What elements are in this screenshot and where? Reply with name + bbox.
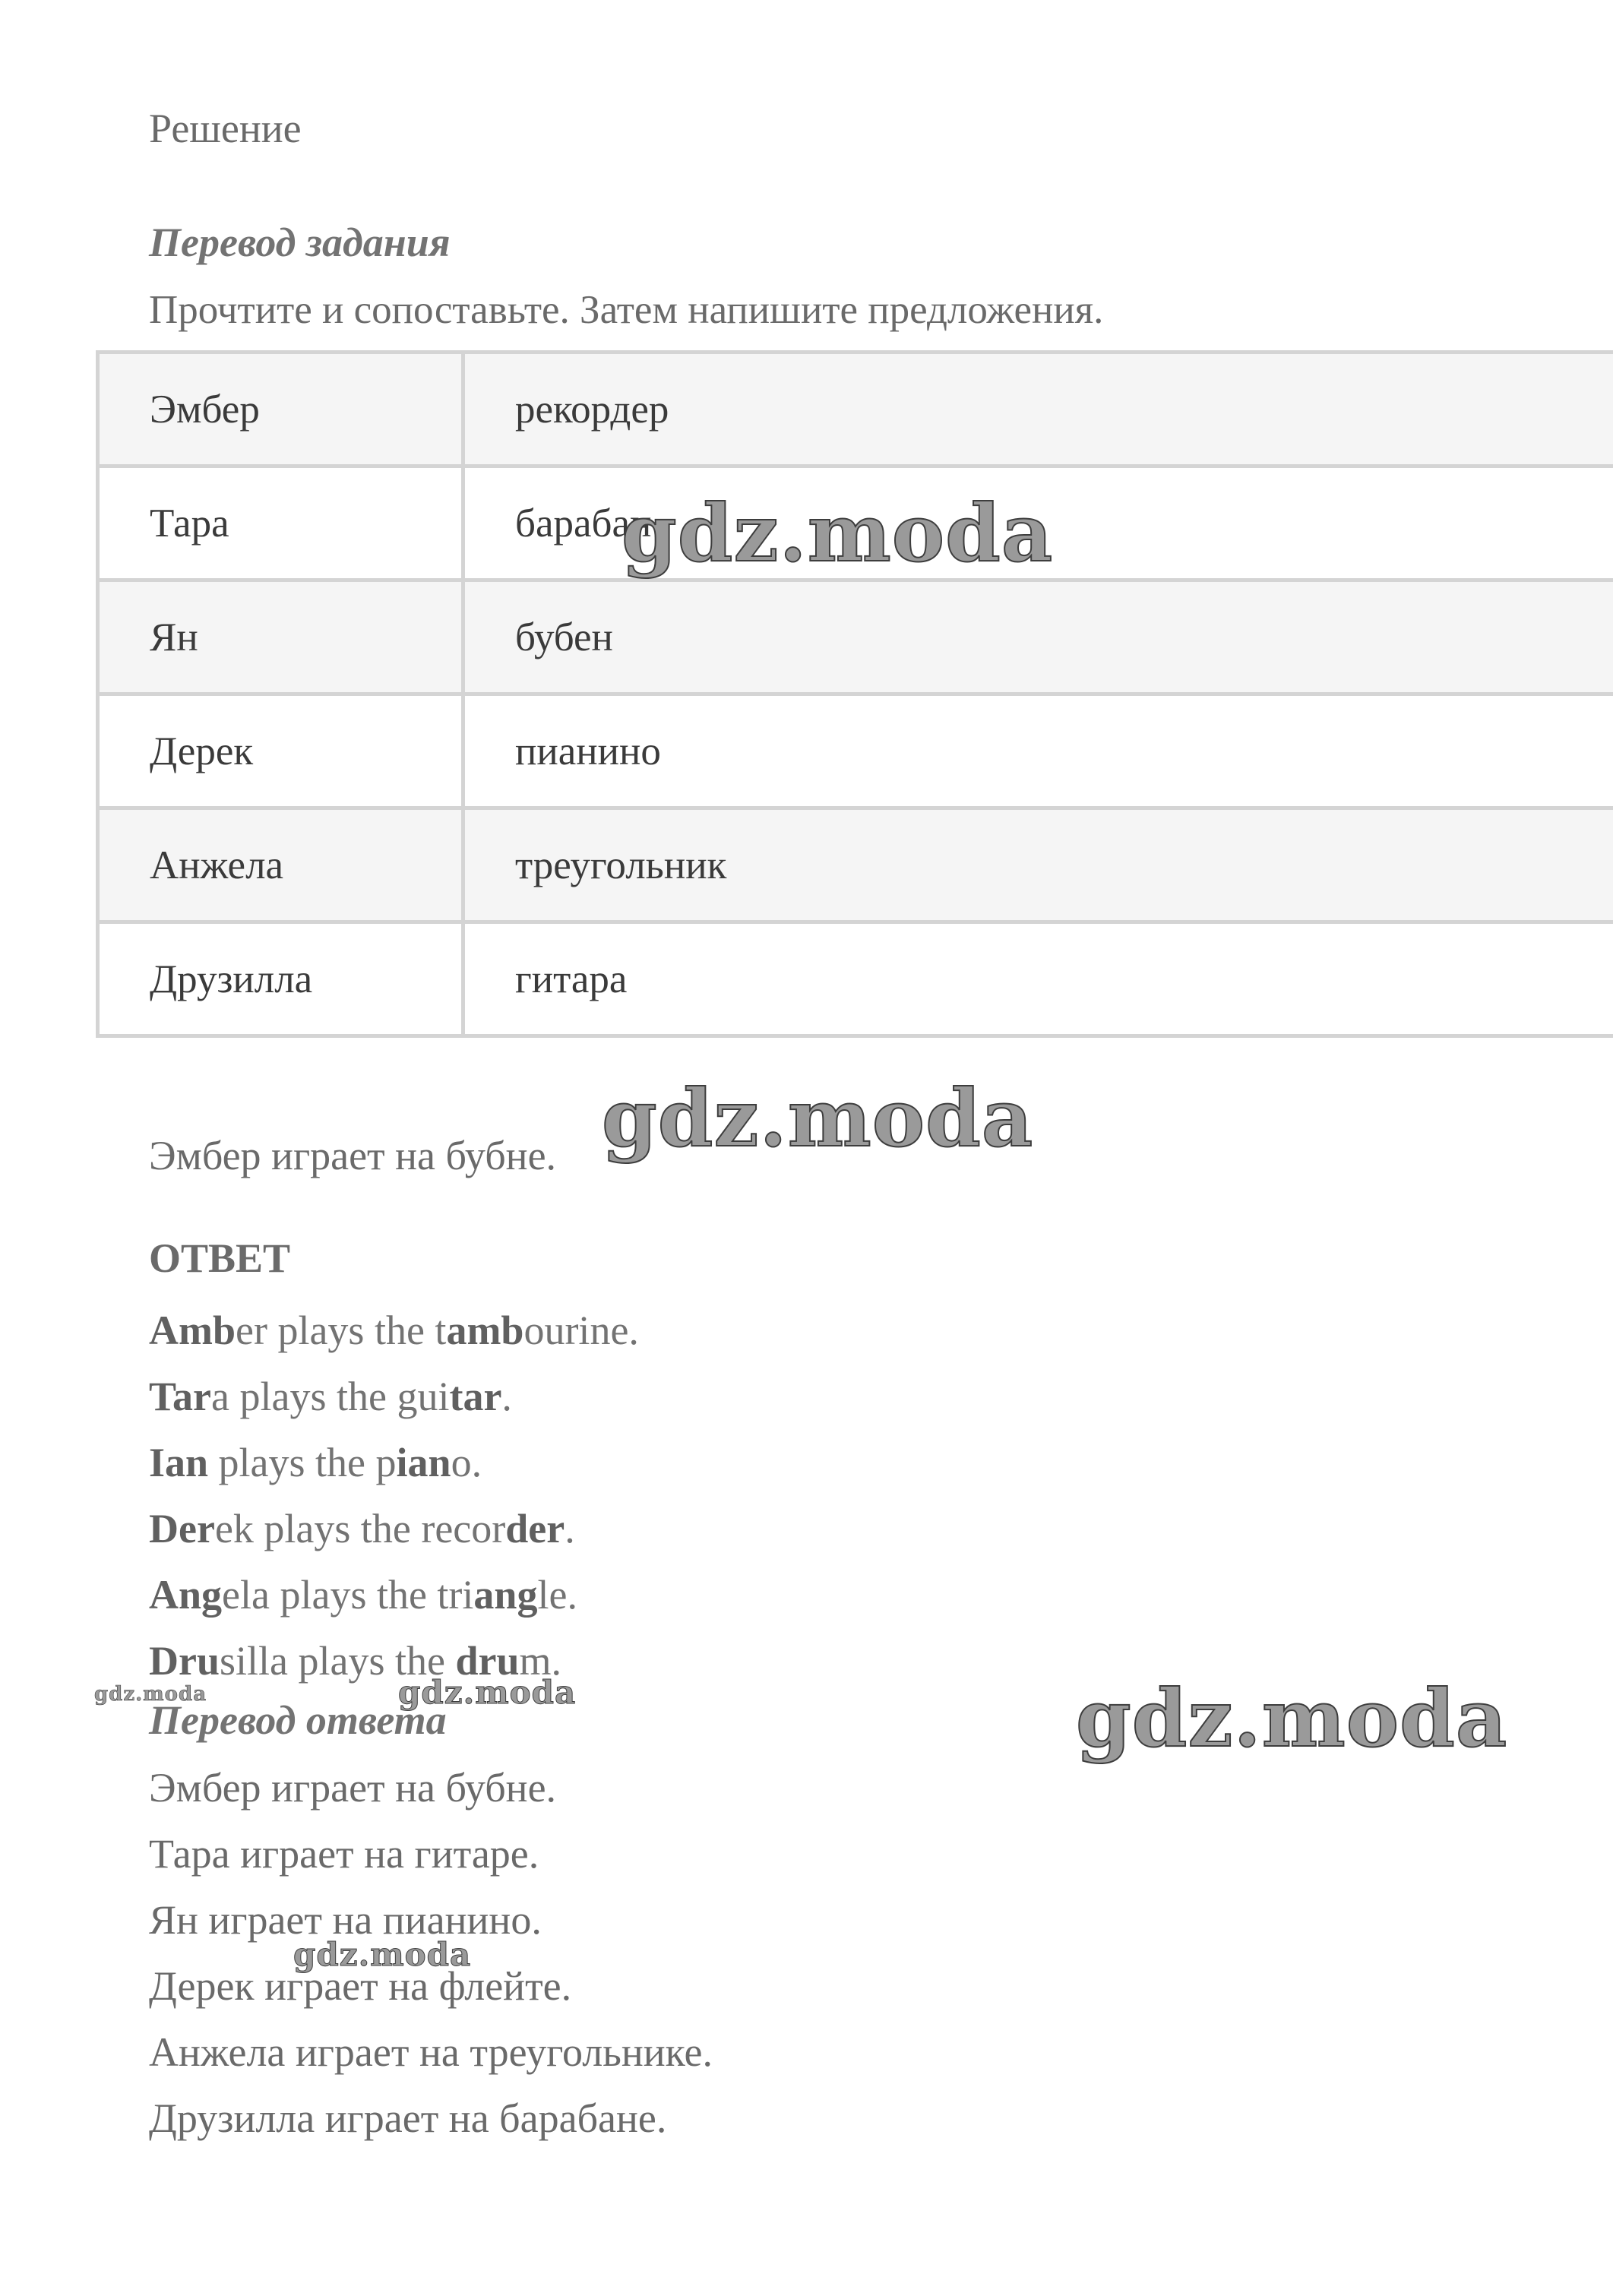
table-row	[98, 694, 1613, 808]
translation-line: Анжела играет на треугольнике.	[149, 2029, 713, 2075]
match-table	[96, 350, 1613, 1038]
watermark-logo: gdz.moda	[621, 486, 1054, 580]
answer-bold-segment: Dru	[149, 1638, 220, 1684]
instrument-cell: треугольник	[463, 808, 1613, 922]
answer-translation-title: Перевод ответа	[149, 1697, 447, 1743]
watermark-logo: gdz.moda	[94, 1683, 207, 1706]
answer-bold-segment: ang	[473, 1572, 538, 1618]
answer-bold-segment: dru	[455, 1638, 520, 1684]
answer-translation-list	[149, 1755, 713, 2152]
watermark-logo: gdz.moda	[293, 1936, 472, 1973]
answer-list	[149, 1298, 639, 1694]
person-name-cell: Друзилла	[98, 922, 463, 1036]
answer-line	[149, 1496, 639, 1562]
answer-text-segment: ela plays the tri	[222, 1572, 474, 1618]
person-name-cell: Эмбер	[98, 353, 463, 466]
answer-text-segment: ek plays the recor	[214, 1506, 506, 1551]
answer-text-segment: er plays the t	[236, 1308, 447, 1353]
answer-text-segment: silla plays the	[220, 1638, 456, 1684]
answer-text-segment: a plays the gui	[211, 1374, 450, 1419]
answer-bold-segment: tar	[449, 1374, 502, 1419]
example-sentence: Эмбер играет на бубне.	[149, 1133, 557, 1178]
table-row	[98, 353, 1613, 466]
answer-bold-segment: der	[505, 1506, 565, 1551]
answer-text-segment: m.	[519, 1638, 562, 1684]
table-row	[98, 922, 1613, 1036]
watermark-logo: gdz.moda	[398, 1674, 577, 1711]
answer-title: ОТВЕТ	[149, 1235, 291, 1281]
translation-line: Дерек играет на флейте.	[149, 1963, 572, 2009]
answer-bold-segment: Amb	[149, 1308, 236, 1353]
instrument-cell: пианино	[463, 694, 1613, 808]
translation-line: Тара играет на гитаре.	[149, 1831, 539, 1877]
answer-bold-segment: Ang	[149, 1572, 223, 1618]
table-row	[98, 580, 1613, 694]
match-table-body	[98, 353, 1613, 1036]
answer-line	[149, 1298, 639, 1364]
task-translation-title: Перевод задания	[149, 220, 451, 265]
answer-text-segment: ourine.	[523, 1308, 639, 1353]
answer-bold-segment: ian	[396, 1440, 451, 1485]
answer-text-segment: .	[565, 1506, 575, 1551]
task-text: Прочтите и сопоставьте. Затем напишите предложения.	[149, 288, 1104, 332]
person-name-cell: Тара	[98, 466, 463, 580]
table-row	[98, 466, 1613, 580]
person-name-cell: Дерек	[98, 694, 463, 808]
translation-line: Друзилла играет на барабане.	[149, 2095, 667, 2141]
watermark-logo: gdz.moda	[602, 1071, 1034, 1165]
answer-text-segment: o.	[451, 1440, 482, 1485]
instrument-cell: рекордер	[463, 353, 1613, 466]
instrument-cell: барабан	[463, 466, 1613, 580]
answer-bold-segment: amb	[446, 1308, 524, 1353]
answer-line	[149, 1628, 639, 1694]
watermark-logo: gdz.moda	[1076, 1671, 1508, 1765]
person-name-cell: Ян	[98, 580, 463, 694]
table-row	[98, 808, 1613, 922]
answer-line	[149, 1562, 639, 1628]
person-name-cell: Анжела	[98, 808, 463, 922]
answer-text-segment: .	[501, 1374, 512, 1419]
solution-heading: Решение	[149, 106, 302, 151]
answer-bold-segment: Der	[149, 1506, 215, 1551]
instrument-cell: бубен	[463, 580, 1613, 694]
answer-line	[149, 1430, 639, 1496]
translation-line: Эмбер играет на бубне.	[149, 1765, 557, 1811]
translation-line: Ян играет на пианино.	[149, 1897, 542, 1943]
answer-text-segment: le.	[537, 1572, 577, 1618]
answer-line	[149, 1364, 639, 1430]
answer-text-segment: plays the p	[208, 1440, 397, 1485]
answer-bold-segment: Ian	[149, 1440, 209, 1485]
answer-bold-segment: Tar	[149, 1374, 212, 1419]
instrument-cell: гитара	[463, 922, 1613, 1036]
